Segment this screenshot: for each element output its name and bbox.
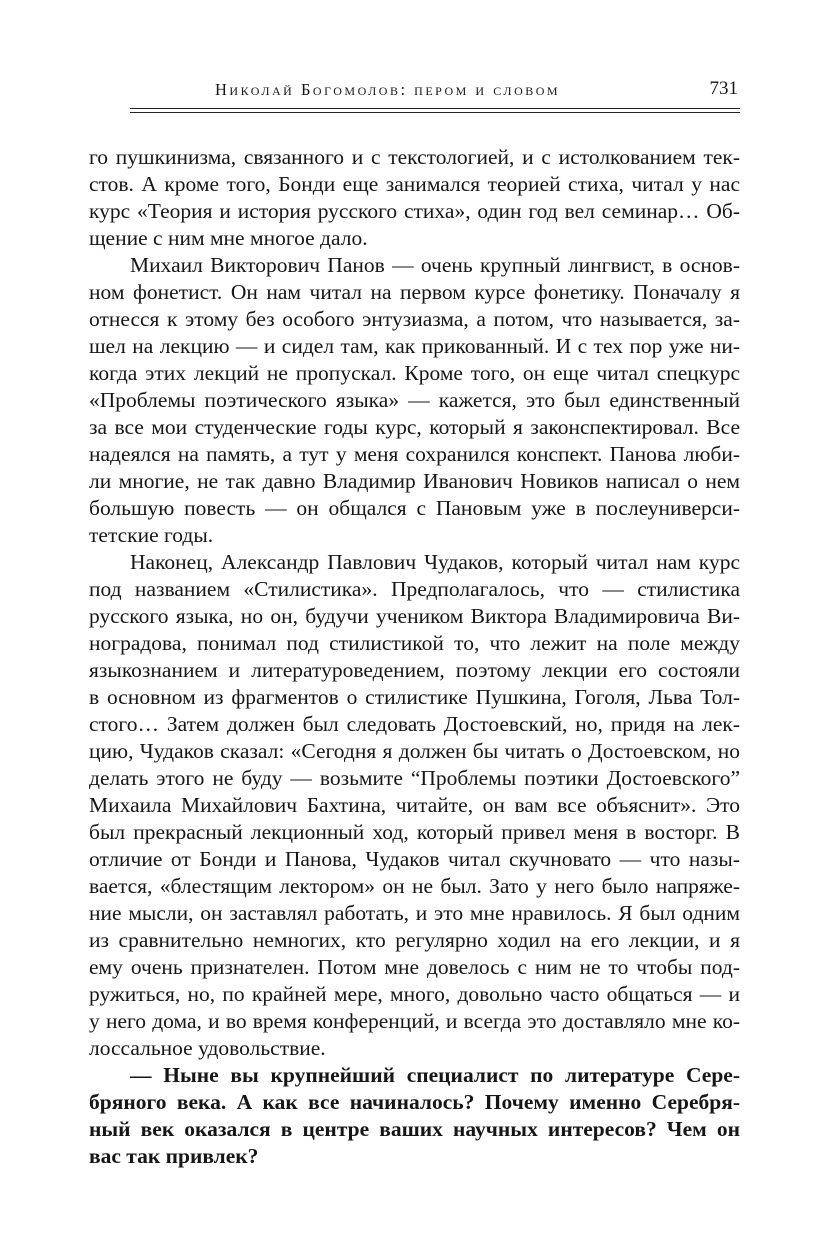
text-line: надеялся на память, а тут у меня сохранился конспект. Панова люби- (89, 442, 740, 466)
text-line: большую повесть — он общался с Пановым уже в послеуниверси- (89, 496, 740, 520)
question-line: вас так привлек? (89, 1144, 259, 1168)
text-line: за все мои студенческие годы курс, который я законспектировал. Все (89, 415, 740, 439)
text-line: был прекрасный лекционный ход, который привел меня в восторг. В (89, 820, 740, 844)
text-line: стого… Затем должен был следовать Достоевский, но, придя на лек- (89, 712, 740, 736)
text-line: щение с ним мне многое дало. (89, 226, 368, 250)
text-line: отличие от Бонди и Панова, Чудаков читал скучновато — что назы- (89, 847, 740, 871)
text-line: ном фонетист. Он нам читал на первом курсе фонетику. Поначалу я (89, 280, 740, 304)
question-line: бряного века. А как все начиналось? Почему именно Серебря- (89, 1090, 740, 1114)
page-number: 731 (709, 78, 738, 99)
text-line: Михаил Викторович Панов — очень крупный лингвист, в основ- (130, 253, 740, 277)
text-line: цию, Чудаков сказал: «Сегодня я должен бы читать о Достоевском, но (89, 739, 740, 763)
running-head (130, 76, 740, 106)
paragraph (89, 144, 740, 252)
text-line: курс «Теория и история русского стиха», один год вел семинар… Об- (89, 199, 740, 223)
paragraph (89, 252, 740, 549)
text-line: когда этих лекций не пропускал. Кроме того, он еще читал спецкурс (89, 361, 740, 385)
text-line: вается, «блестящим лектором» он не был. Зато у него было напряже- (89, 874, 740, 898)
text-line: из сравнительно немногих, кто регулярно ходил на его лекции, и я (89, 928, 740, 952)
header-rule-bottom (130, 112, 740, 113)
text-line: тетские годы. (89, 523, 214, 547)
text-line: стов. А кроме того, Бонди еще занимался теорией стиха, читал у нас (89, 172, 740, 196)
text-line: «Проблемы поэтического языка» — кажется, это был единственный (89, 388, 740, 412)
text-line: ружиться, но, по крайней мере, много, довольно часто общаться — и (89, 982, 740, 1006)
text-line: русского языка, но он, будучи учеником Виктора Владимировича Ви- (89, 604, 740, 628)
text-line: шел на лекцию — и сидел там, как прикованный. И с тех пор уже ни- (89, 334, 740, 358)
text-line: Наконец, Александр Павлович Чудаков, который читал нам курс (130, 550, 740, 574)
text-line: ему очень признателен. Потом мне довелось с ним не то чтобы под- (89, 955, 740, 979)
text-line: лоссальное удовольствие. (89, 1036, 326, 1060)
text-line: языкознанием и литературоведением, поэтому лекции его состояли (89, 658, 740, 682)
text-line: ние мысли, он заставлял работать, и это мне нравилось. Я был одним (89, 901, 740, 925)
text-line: ли многие, не так давно Владимир Иванович Новиков написал о нем (89, 469, 740, 493)
text-line: в основном из фрагментов о стилистике Пушкина, Гоголя, Льва Тол- (89, 685, 740, 709)
paragraph (89, 549, 740, 1062)
text-line: Михаила Михайлович Бахтина, читайте, он вам все объяснит». Это (89, 793, 740, 817)
text-line: под названием «Стилистика». Предполагалось, что — стилистика (89, 577, 740, 601)
running-title: Николай Богомолов: пером и словом (215, 80, 561, 99)
header-rule-top (130, 108, 740, 109)
interview-question (89, 1062, 740, 1170)
text-line: го пушкинизма, связанного и с текстологией, и с истолкованием тек- (89, 145, 740, 169)
text-line: делать этого не буду — возьмите “Проблемы поэтики Достоевского” (89, 766, 740, 790)
text-line: ноградова, понимал под стилистикой то, что лежит на поле между (89, 631, 740, 655)
text-line: отнесся к этому без особого энтузиазма, а потом, что называется, за- (89, 307, 740, 331)
text-line: у него дома, и во время конференций, и всегда это доставляло мне ко- (89, 1009, 740, 1033)
body-text (89, 144, 740, 1170)
question-line: ный век оказался в центре ваших научных интересов? Чем он (89, 1117, 740, 1141)
question-line: — Ныне вы крупнейший специалист по литературе Сере- (130, 1063, 740, 1087)
